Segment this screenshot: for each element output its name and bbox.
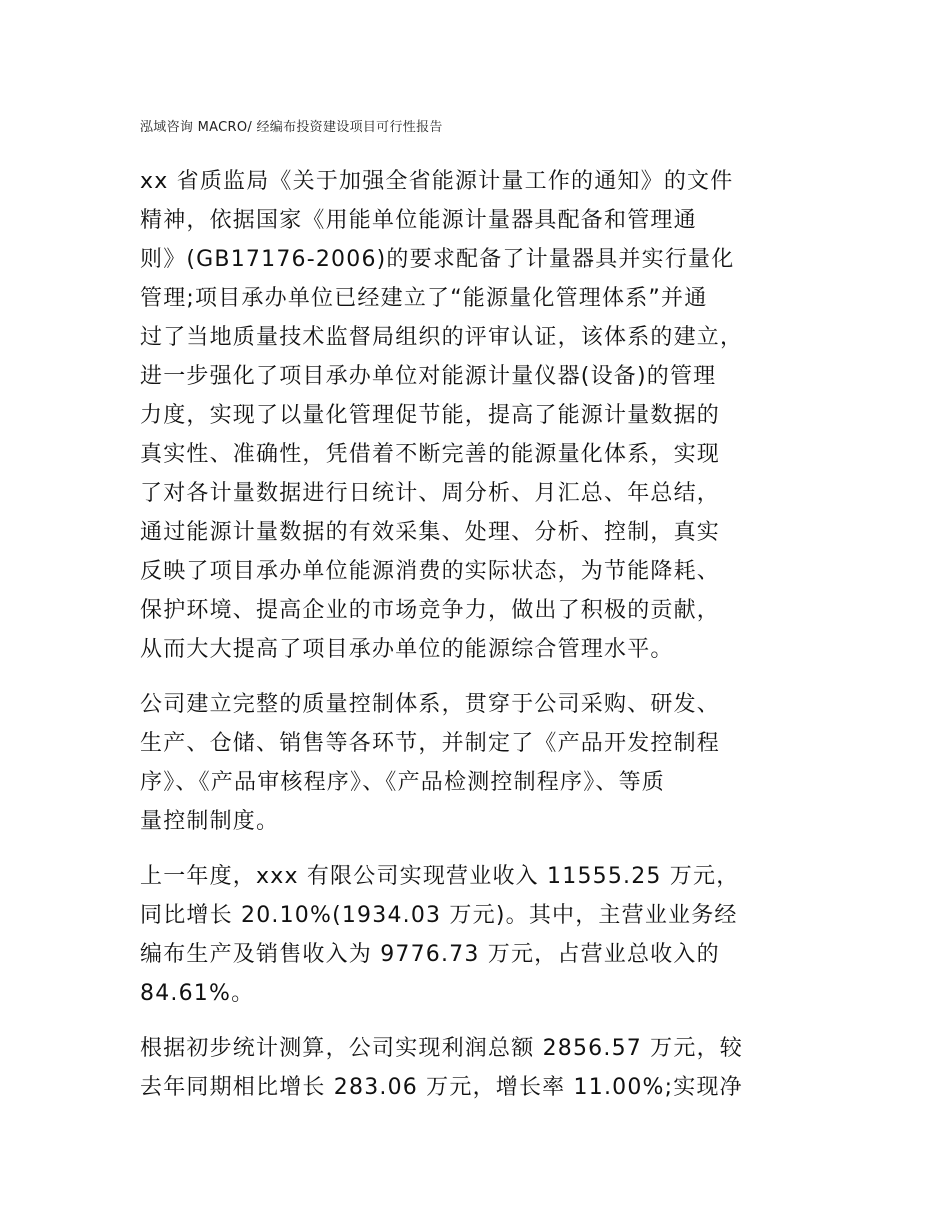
document-body bbox=[140, 162, 830, 1123]
text-line: 精神，依据国家《用能单位能源计量器具配备和管理通 bbox=[140, 208, 697, 233]
text-line: 同比增长 20.10%(1934.03 万元)。其中，主营业业务经 bbox=[140, 903, 738, 928]
text-line: 保护环境、提高企业的市场竞争力，做出了积极的贡献， bbox=[140, 598, 721, 623]
text-line: 了对各计量数据进行日统计、周分析、月汇总、年总结， bbox=[140, 481, 721, 506]
text-line: 根据初步统计测算，公司实现利润总额 2856.57 万元，较 bbox=[140, 1036, 743, 1061]
text-line: 从而大大提高了项目承办单位的能源综合管理水平。 bbox=[140, 637, 674, 662]
text-line: 84.61%。 bbox=[140, 981, 255, 1006]
paragraph-quality-control bbox=[140, 685, 830, 841]
text-line: 力度，实现了以量化管理促节能，提高了能源计量数据的 bbox=[140, 403, 721, 428]
text-line: 反映了项目承办单位能源消费的实际状态，为节能降耗、 bbox=[140, 559, 721, 584]
text-line: 上一年度，xxx 有限公司实现营业收入 11555.25 万元， bbox=[140, 864, 740, 889]
paragraph-revenue bbox=[140, 857, 830, 1013]
text-line: 量控制制度。 bbox=[140, 809, 280, 834]
text-line: 编布生产及销售收入为 9776.73 万元，占营业总收入的 bbox=[140, 942, 720, 967]
text-line: 生产、仓储、销售等各环节，并制定了《产品开发控制程 bbox=[140, 731, 721, 756]
text-line: 真实性、准确性，凭借着不断完善的能源量化体系，实现 bbox=[140, 442, 721, 467]
text-line: 序》、《产品审核程序》、《产品检测控制程序》、等质 bbox=[140, 770, 666, 795]
text-line: xx 省质监局《关于加强全省能源计量工作的通知》的文件 bbox=[140, 169, 734, 194]
text-line: 则》(GB17176-2006)的要求配备了计量器具并实行量化 bbox=[140, 247, 735, 272]
text-line: 公司建立完整的质量控制体系，贯穿于公司采购、研发、 bbox=[140, 692, 721, 717]
text-line: 进一步强化了项目承办单位对能源计量仪器(设备)的管理 bbox=[140, 364, 717, 389]
text-line: 过了当地质量技术监督局组织的评审认证，该体系的建立， bbox=[140, 325, 744, 350]
text-line: 通过能源计量数据的有效采集、处理、分析、控制，真实 bbox=[140, 520, 721, 545]
text-line: 管理;项目承办单位已经建立了“能源量化管理体系”并通 bbox=[140, 286, 708, 311]
page-header: 泓域咨询 MACRO/ 经编布投资建设项目可行性报告 bbox=[140, 120, 443, 135]
text-line: 去年同期相比增长 283.06 万元，增长率 11.00%;实现净 bbox=[140, 1075, 743, 1100]
paragraph-profit bbox=[140, 1029, 830, 1107]
paragraph-energy-management bbox=[140, 162, 830, 669]
